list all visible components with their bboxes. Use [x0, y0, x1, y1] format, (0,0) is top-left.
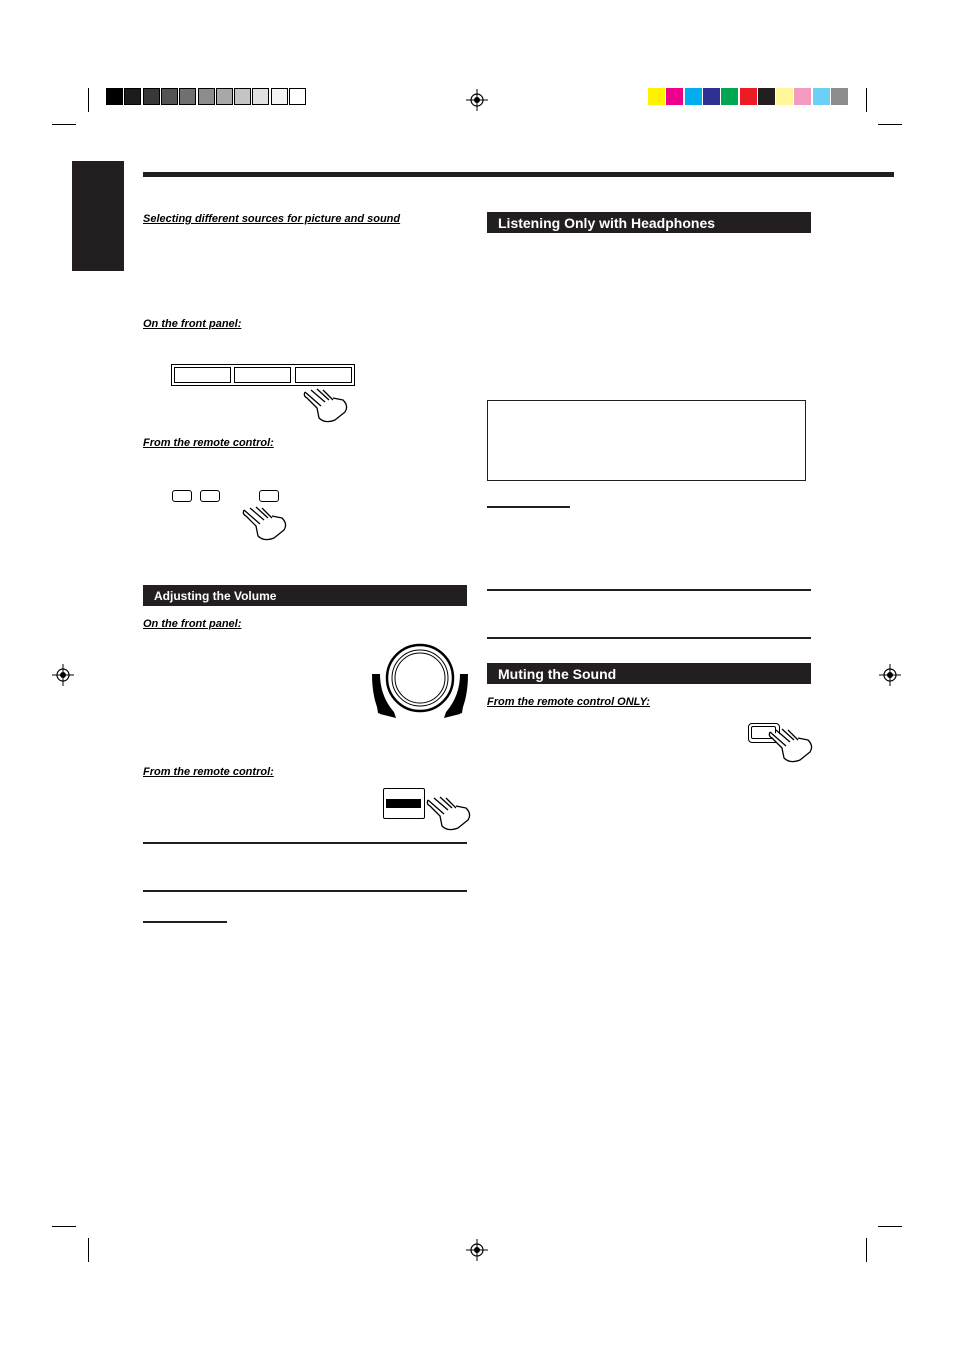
section-bar-volume — [143, 585, 467, 606]
gray-swatch — [179, 88, 196, 105]
section-bar-headphones — [487, 212, 811, 233]
registration-mark-icon — [466, 1239, 488, 1261]
divider-rule — [487, 589, 811, 591]
section-title: Muting the Sound — [498, 665, 617, 682]
divider-rule — [143, 842, 467, 844]
color-swatch — [813, 88, 830, 105]
color-swatch — [703, 88, 720, 105]
crop-mark — [878, 124, 902, 125]
source-button[interactable] — [295, 367, 352, 383]
source-button[interactable] — [174, 367, 231, 383]
selecting-sources-heading: Selecting different sources for picture and sound — [143, 213, 401, 225]
front-panel-source-buttons — [171, 364, 355, 386]
crop-mark — [878, 1226, 902, 1227]
language-tab — [72, 161, 124, 271]
pointing-hand-icon — [768, 728, 814, 764]
section-title: Listening Only with Headphones — [498, 214, 716, 231]
color-swatch — [648, 88, 665, 105]
gray-swatch — [216, 88, 233, 105]
color-swatch — [776, 88, 793, 105]
divider-rule — [487, 637, 811, 639]
gray-swatch — [124, 88, 141, 105]
crop-mark — [866, 88, 867, 112]
registration-mark-icon — [52, 664, 74, 686]
volume-knob-icon[interactable] — [368, 640, 472, 720]
crop-mark — [88, 1238, 89, 1262]
crop-mark — [88, 88, 89, 112]
caution-box — [487, 400, 806, 481]
registration-mark-icon — [466, 89, 488, 111]
note-rule — [487, 506, 570, 508]
remote-only-label: From the remote control ONLY: — [487, 696, 650, 708]
crop-mark — [866, 1238, 867, 1262]
color-swatch — [666, 88, 683, 105]
rocker-divider — [386, 799, 421, 808]
gray-swatch — [252, 88, 269, 105]
header-rule — [143, 172, 894, 177]
gray-swatch — [289, 88, 306, 105]
color-swatch — [685, 88, 702, 105]
volume-rocker-button[interactable] — [383, 788, 425, 819]
gray-swatch — [143, 88, 160, 105]
color-swatch — [758, 88, 775, 105]
color-swatch — [721, 88, 738, 105]
crop-mark — [52, 124, 76, 125]
gray-swatch — [271, 88, 288, 105]
color-swatch — [831, 88, 848, 105]
front-panel-label: On the front panel: — [143, 318, 242, 330]
crop-mark — [52, 1226, 76, 1227]
divider-rule — [143, 890, 467, 892]
pointing-hand-icon — [303, 388, 349, 424]
pointing-hand-icon — [426, 796, 472, 832]
section-title: Adjusting the Volume — [154, 588, 277, 603]
source-button[interactable] — [234, 367, 291, 383]
remote-button[interactable] — [200, 490, 220, 502]
note-rule — [143, 921, 227, 923]
remote-control-label: From the remote control: — [143, 766, 274, 778]
pointing-hand-icon — [242, 506, 288, 542]
section-bar-muting — [487, 663, 811, 684]
remote-button[interactable] — [172, 490, 192, 502]
gray-swatch — [234, 88, 251, 105]
gray-swatch — [106, 88, 123, 105]
remote-button[interactable] — [259, 490, 279, 502]
remote-control-label: From the remote control: — [143, 437, 274, 449]
registration-mark-icon — [879, 664, 901, 686]
color-swatch — [794, 88, 811, 105]
front-panel-label: On the front panel: — [143, 618, 242, 630]
gray-swatch — [161, 88, 178, 105]
gray-swatch — [198, 88, 215, 105]
color-swatch — [740, 88, 757, 105]
